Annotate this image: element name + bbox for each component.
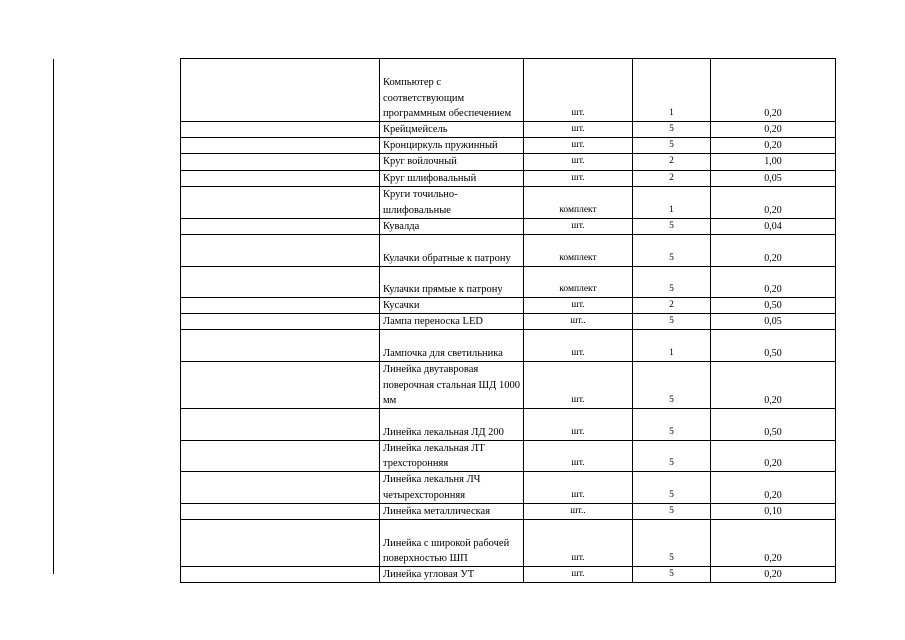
table-row	[181, 154, 836, 170]
quantity-cell: 5	[633, 520, 711, 567]
value-cell: 0,20	[711, 122, 836, 138]
value-cell: 0,20	[711, 138, 836, 154]
unit-cell: шт.	[524, 170, 633, 186]
item-name-cell: Крейцмейсель	[380, 122, 524, 138]
unit-cell: комплект	[524, 186, 633, 218]
value-cell: 0,20	[711, 267, 836, 298]
table-row	[181, 520, 836, 567]
quantity-cell: 5	[633, 218, 711, 234]
unit-cell: шт.	[524, 472, 633, 503]
quantity-cell: 1	[633, 330, 711, 362]
unit-cell: комплект	[524, 235, 633, 267]
item-name-cell: Линейка лекальная ЛД 200	[380, 409, 524, 441]
table-row	[181, 59, 836, 122]
unit-cell: шт.	[524, 218, 633, 234]
table-row	[181, 567, 836, 583]
empty-cell	[181, 503, 380, 519]
empty-cell	[181, 298, 380, 314]
unit-cell: шт.	[524, 567, 633, 583]
value-cell: 0,50	[711, 409, 836, 441]
value-cell: 0,05	[711, 170, 836, 186]
item-name-cell: Линейка с широкой рабочей поверхностью ШП	[380, 520, 524, 567]
table-row	[181, 503, 836, 519]
item-name-cell: Кулачки прямые к патрону	[380, 267, 524, 298]
empty-cell	[181, 362, 380, 409]
item-name-cell: Кувалда	[380, 218, 524, 234]
unit-cell: шт.	[524, 441, 633, 472]
item-name-cell: Линейка угловая УТ	[380, 567, 524, 583]
value-cell: 0,20	[711, 186, 836, 218]
unit-cell: шт..	[524, 503, 633, 519]
empty-cell	[181, 441, 380, 472]
value-cell: 1,00	[711, 154, 836, 170]
empty-cell	[181, 472, 380, 503]
empty-cell	[181, 520, 380, 567]
equipment-table	[180, 58, 836, 583]
unit-cell: шт.	[524, 330, 633, 362]
quantity-cell: 5	[633, 267, 711, 298]
unit-cell: шт.	[524, 138, 633, 154]
item-name-cell: Компьютер с соответствующим программным обеспечением	[380, 59, 524, 122]
value-cell: 0,04	[711, 218, 836, 234]
table-row	[181, 314, 836, 330]
quantity-cell: 2	[633, 154, 711, 170]
value-cell: 0,20	[711, 520, 836, 567]
table-row	[181, 330, 836, 362]
item-name-cell: Линейка лекальня ЛЧ четырехсторонняя	[380, 472, 524, 503]
item-name-cell: Кулачки обратные к патрону	[380, 235, 524, 267]
quantity-cell: 5	[633, 362, 711, 409]
item-name-cell: Круг шлифовальный	[380, 170, 524, 186]
quantity-cell: 5	[633, 441, 711, 472]
value-cell: 0,50	[711, 298, 836, 314]
item-name-cell: Кусачки	[380, 298, 524, 314]
page-margin-line	[53, 59, 54, 574]
item-name-cell: Линейка двутавровая поверочная стальная ШД 1000 мм	[380, 362, 524, 409]
unit-cell: комплект	[524, 267, 633, 298]
item-name-cell: Лампа переноска LED	[380, 314, 524, 330]
quantity-cell: 5	[633, 235, 711, 267]
empty-cell	[181, 186, 380, 218]
value-cell: 0,20	[711, 59, 836, 122]
table-row	[181, 218, 836, 234]
empty-cell	[181, 218, 380, 234]
empty-cell	[181, 138, 380, 154]
item-name-cell: Линейка лекальная ЛТ трехсторонняя	[380, 441, 524, 472]
empty-cell	[181, 170, 380, 186]
empty-cell	[181, 567, 380, 583]
empty-cell	[181, 267, 380, 298]
table-row	[181, 235, 836, 267]
value-cell: 0,05	[711, 314, 836, 330]
empty-cell	[181, 154, 380, 170]
quantity-cell: 5	[633, 567, 711, 583]
quantity-cell: 2	[633, 298, 711, 314]
quantity-cell: 1	[633, 186, 711, 218]
value-cell: 0,20	[711, 362, 836, 409]
quantity-cell: 2	[633, 170, 711, 186]
unit-cell: шт.	[524, 59, 633, 122]
empty-cell	[181, 235, 380, 267]
empty-cell	[181, 122, 380, 138]
value-cell: 0,20	[711, 472, 836, 503]
table-row	[181, 170, 836, 186]
table-row	[181, 267, 836, 298]
table-row	[181, 298, 836, 314]
unit-cell: шт.	[524, 520, 633, 567]
value-cell: 0,20	[711, 441, 836, 472]
table-row	[181, 472, 836, 503]
quantity-cell: 5	[633, 314, 711, 330]
unit-cell: шт..	[524, 314, 633, 330]
empty-cell	[181, 330, 380, 362]
quantity-cell: 5	[633, 138, 711, 154]
value-cell: 0,10	[711, 503, 836, 519]
table-row	[181, 122, 836, 138]
table-row	[181, 362, 836, 409]
quantity-cell: 5	[633, 409, 711, 441]
item-name-cell: Круг войлочный	[380, 154, 524, 170]
item-name-cell: Линейка металлическая	[380, 503, 524, 519]
item-name-cell: Лампочка для светильника	[380, 330, 524, 362]
empty-cell	[181, 59, 380, 122]
unit-cell: шт.	[524, 409, 633, 441]
item-name-cell: Круги точильно-шлифовальные	[380, 186, 524, 218]
unit-cell: шт.	[524, 362, 633, 409]
value-cell: 0,20	[711, 235, 836, 267]
table-row	[181, 138, 836, 154]
empty-cell	[181, 314, 380, 330]
value-cell: 0,20	[711, 567, 836, 583]
table-row	[181, 409, 836, 441]
table-row	[181, 186, 836, 218]
unit-cell: шт.	[524, 298, 633, 314]
empty-cell	[181, 409, 380, 441]
quantity-cell: 5	[633, 122, 711, 138]
quantity-cell: 5	[633, 503, 711, 519]
table-row	[181, 441, 836, 472]
value-cell: 0,50	[711, 330, 836, 362]
quantity-cell: 5	[633, 472, 711, 503]
item-name-cell: Кронциркуль пружинный	[380, 138, 524, 154]
unit-cell: шт.	[524, 154, 633, 170]
unit-cell: шт.	[524, 122, 633, 138]
quantity-cell: 1	[633, 59, 711, 122]
